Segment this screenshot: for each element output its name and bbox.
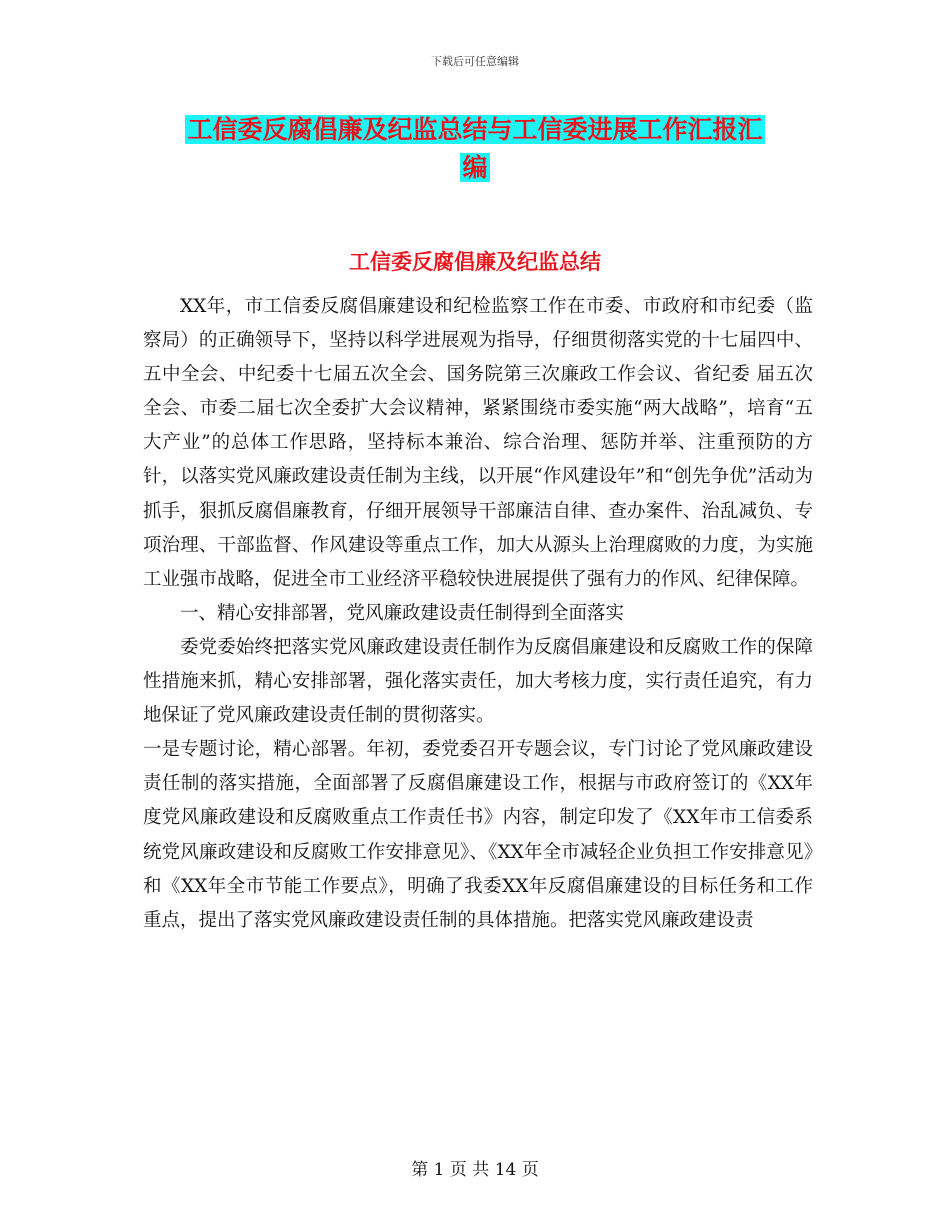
document-body [143, 290, 813, 938]
page-footer: 第 1 页 共 14 页 [411, 1160, 539, 1180]
body-heading: 一、精心安排部署，党风廉政建设责任制得到全面落实 [180, 602, 625, 624]
body-paragraph: 委党委始终把落实党风廉政建设责任制作为反腐倡廉建设和反腐败工作的保障性措施来抓，精心安排部署，强化落实责任，加大考核力度，实行责任追究，有力地保证了党风廉政建设责任制的贯彻落实。 [143, 636, 813, 727]
document-title-line2: 编 [462, 153, 488, 182]
body-paragraph: XX年，市工信委反腐倡廉建设和纪检监察工作在市委、市政府和市纪委（监察局）的正确领导下，坚持以科学进展观为指导，仔细贯彻落实党的十七届四中、五中全会、中纪委十七届五次全会、国务院第三次廉政工作会议、省纪委 届五次全会、市委二届七次全委扩大会议精神，紧紧围绕市委实施“两大战略”，培育“五大产业”的总体工作思路，坚持标本兼治、综合治理、惩防并举、注重预防的方针，以落实党风廉政建设责任制为主线，以开展“作风建设年”和“创先争优”活动为抓手，狠抓反腐倡廉教育，仔细开展领导干部廉洁自律、查办案件、治乱减负、专项治理、干部监督、作风建设等重点工作，加大从源头上治理腐败的力度，为实施工业强市战略，促进全市工业经济平稳较快进展提供了强有力的作风、纪律保障。 [143, 296, 813, 590]
header-note: 下载后可任意编辑 [431, 55, 519, 68]
body-paragraph: 一是专题讨论，精心部署。年初，委党委召开专题会议，专门讨论了党风廉政建设责任制的落实措施，全面部署了反腐倡廉建设工作，根据与市政府签订的《XX年度党风廉政建设和反腐败重点工作责任书》内容，制定印发了《XX年市工信委系统党风廉政建设和反腐败工作安排意见》、《XX年全市减轻企业负担工作安排意见》和《XX年全市节能工作要点》，明确了我委XX年反腐倡廉建设的目标任务和工作重点，提出了落实党风廉政建设责任制的具体措施。把落实党风廉政建设责 [143, 739, 813, 931]
section-title: 工信委反腐倡廉及纪监总结 [349, 249, 601, 274]
document-title [0, 111, 950, 187]
document-title-line1: 工信委反腐倡廉及纪监总结与工信委进展工作汇报汇 [187, 115, 763, 144]
